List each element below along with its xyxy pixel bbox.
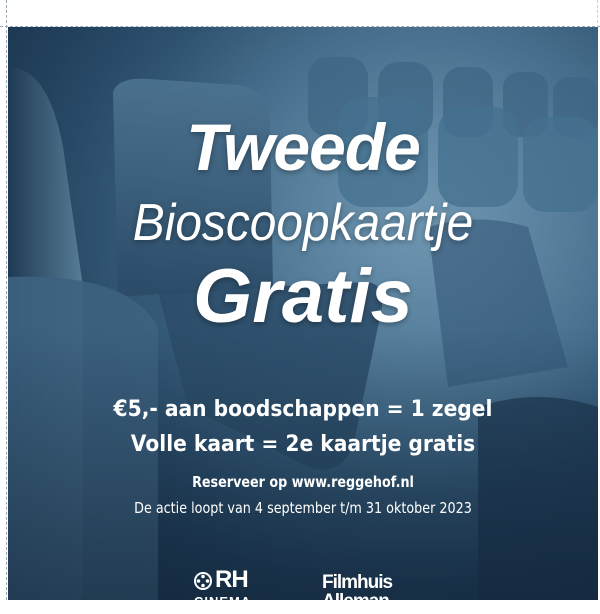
promotion-period: De actie loopt van 4 september t/m 31 oktober 2023 xyxy=(134,499,472,517)
rh-cinema-logo xyxy=(194,566,274,614)
film-reel-icon xyxy=(194,572,212,590)
headline-line-1: Tweede xyxy=(186,110,420,184)
voucher-card xyxy=(8,27,598,612)
rh-logo-sub: CINEMA xyxy=(194,594,252,609)
offer-full-card-rule: Volle kaart = 2e kaartje gratis xyxy=(130,432,476,457)
rh-logo-main: RH xyxy=(215,566,248,593)
headline-line-2: Bioscoopkaartje xyxy=(132,194,474,252)
filmhuis-alleman-logo xyxy=(322,573,392,611)
cut-line-left xyxy=(6,0,7,600)
reserve-text: Reserveer op www.reggehof.nl xyxy=(192,473,414,491)
filmhuis-logo-line-2: Alleman xyxy=(322,591,389,612)
offer-stamp-rule: €5,- aan boodschappen = 1 zegel xyxy=(113,397,493,422)
filmhuis-logo-line-1: Filmhuis xyxy=(322,572,393,593)
headline-line-3: Gratis xyxy=(193,254,413,339)
